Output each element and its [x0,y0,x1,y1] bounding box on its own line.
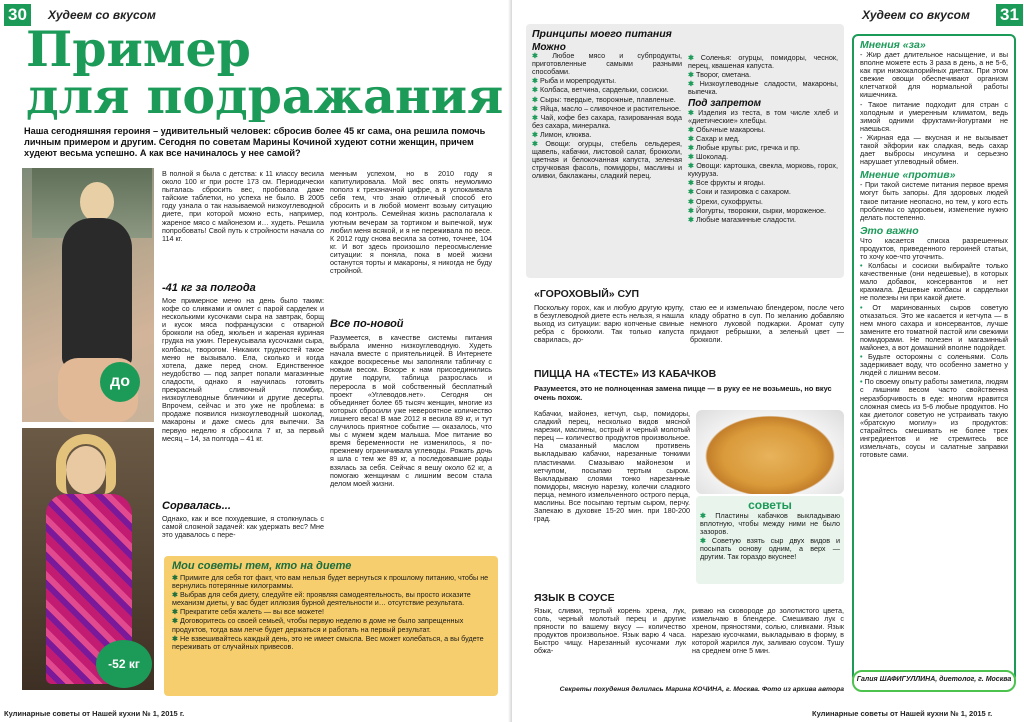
pizza-photo [696,410,844,494]
col1-heading-1: -41 кг за полгода [162,282,256,294]
can-title: Можно [532,42,566,53]
credits: Секреты похудения делилась Марина КОЧИНА, г. Москва. Фото из архива автора [559,686,844,693]
can-item: ✱ Творог, сметана. [688,70,752,80]
banned-item: ✱ Все фрукты и ягоды. [688,178,766,188]
principles-panel [526,24,844,278]
pro-item: - Жирная еда — вкусная и не вызывает такой эйфории как сладкая, ведь сахар дает выбросы инсулина и серьезно нарушает углеводный обмен. [860,132,1009,167]
banned-item: ✱ Йогурты, творожки, сырки, мороженое. [688,205,827,215]
tip-item: ✱ Примите для себя тот факт, что вам нельзя будет вернуться к прошлому питанию, чтобы не вернулись потерянные килограммы. [172,573,489,591]
section-title: Худеем со вкусом [48,8,156,22]
important-intro: Что касается списка разрешенных продуктов, приведенного героиней статьи, то хочу кое-что уточнить. [860,235,1008,261]
col1-text-2: Однако, как и все похудевшие, я столкнулась с самой сложной задачей: как удержать вес? Мне это удавалось с пере- [162,515,324,540]
important-title: Это важно [860,224,919,237]
before-badge: до [100,362,140,402]
page-footer: Кулинарные советы от Нашей кухни № 1, 2015 г. [4,709,185,718]
important-item: • По своему опыту работы заметила, людям с лишним весом часто свойственна неразборчивость в еде: многим нравится сложная смесь из 5-6 любые продуктов. Но как диетолог советую не устраивать такую «братскую могилу» из продуктов: старайтесь смешивать не более трех ингредиентов и не стремитесь все измельчать, соусы и салатные заправки готовьте сами. [860,377,1009,460]
can-item: ✱ Рыба и морепродукты. [532,76,617,86]
banned-item: ✱ Любые крупы: рис, гречка и пр. [688,142,801,152]
expert-signature: Галия ШАФИГУЛЛИНА, диетолог, г. Москва [852,670,1016,692]
banned-item: ✱ Изделия из теста, в том числе хлеб и «диетические» хлебцы. [688,107,838,125]
can-item: ✱ Соленья: огурцы, помидоры, чеснок, перец, квашеная капуста. [688,53,838,71]
can-item: ✱ Чай, кофе без сахара, газированная вода без сахара, минералка. [532,112,682,130]
article-title [26,26,506,122]
pizza-text: Кабачки, майонез, кетчуп, сыр, помидоры, сладкий перец, несколько видов мясной нарезки, маслины, острый и черный молотый перец — количество продуктов произвольное. На смазанный маслом противень выкладываю кабачки, нарезанные тонкими пластинами. Смазываю майонезом и кетчупом, посыпаю тертым сыром. Выкладываю слоями тонко нарезанные помидоры, мясную нарезку, колечки сладкого перца, немного измельченного острого перца, маслины. Все посыпаю тертым сыром, перчу. Запекаю в духовке 15-20 мин. при 180-200 град. [534,410,690,524]
page-number: 31 [996,4,1023,26]
pizza-subtitle: Разумеется, это не полноценная замена пицце — в руку ее не возьмешь, но вкус очень похож. [534,384,832,402]
banned-item: ✱ Шоколад. [688,152,729,162]
advice-box [696,496,844,584]
soup-text-2: стаю ее и измельчаю блендером, после чего кладу обратно в суп. По желанию добавляю немного луковой поджарки. Аромат супу придают ребрышки, а зеленый цвет — брокколи. [690,304,844,345]
important-item: • Колбасы и сосиски выбирайте только качественные (они недешевые), в которых мало добавок, консервантов и нет крахмала. Дешевые колбасы и сардельки не полезны ни при какой диете. [860,261,1008,303]
pizza-title: ПИЦЦА НА «ТЕСТЕ» ИЗ КАБАЧКОВ [534,368,717,380]
important-item: • Будьте осторожны с соленьями. Соль задерживает воду, что особенно заметно у людей с лишним весом. [860,352,1009,378]
banned-title: Под запретом [688,98,761,110]
can-item: ✱ Сыры: твердые, творожные, плавленые. [532,94,676,104]
tip-item: ✱ Прекратите себя жалеть — вы все можете! [172,607,324,617]
pro-item: - Жир дает длительное насыщение, и вы вполне можете есть 3 раза в день, а не 5-6, как при низкокалорийных диетах. При этом свежие овощи обеспечивают организм клетчаткой для нормальной работы кишечника. [860,50,1009,100]
tongue-text-1: Язык, сливки, тертый корень хрена, лук, соль, черный молотый перец и другие пряности по вашему вкусу — количество продуктов произвольное. Язык варю 4 часа. Быстро чищу. Нарезанный кусочками лук обжа- [534,607,686,656]
banned-item: ✱ Соки и газировка с сахаром. [688,187,791,197]
can-item: ✱ Лимон, клюква. [532,129,592,139]
tip-item: ✱ Договоритесь со своей семьей, чтобы первую неделю в доме не было запрещенных продуктов, тогда вам легче будет держаться и работать на первый результат. [172,616,464,634]
page-footer: Кулинарные советы от Нашей кухни № 1, 2015 г. [812,709,993,718]
can-item: ✱ Яйца, масло – сливочное и растительное. [532,103,682,113]
tips-title: Мои советы тем, кто на диете [172,560,352,572]
important-item: • От маринованных сыров советую отказаться. Это же касается и кетчупа — в нем много сахара и консервантов, лучше замените его томатной пастой или свежими помидорами. Не полезен и магазинный майонез, а вот домашний вполне подойдет. [860,302,1009,352]
banned-item: ✱ Овощи: картошка, свекла, морковь, горох, кукуруза. [688,161,838,179]
con-text: - При такой системе питания первое время могут быть запоры. Для здоровых людей такое питание неопасно, но тем, у кого есть проблемы со здоровьем, изменение нужно делать постепенно. [860,180,1009,222]
right-page [512,0,1024,722]
tips-box [164,556,498,696]
lead-text: Наша сегодняшняя героиня – удивительный человек: сбросив более 45 кг сама, она решила помочь личным примером и другим. Сегодня по советам Марины Кочиной худеют сотни женщин, причем худеют весьма успешно. А как все начиналось у нее самой? [24,126,486,158]
can-item: ✱ Овощи: огурцы, стебель сельдерея, щавель, кабачки, листовой салат, брокколи, цветная и белокочанная капуста, зеленая стручковая фасоль, помидоры, маслины и оливки, баклажаны, сладкий перец. [532,139,682,181]
principles-title: Принципы моего питания [532,28,672,40]
banned-item: ✱ Сахар и мед. [688,133,740,143]
col1-intro: В полной я была с детства: к 11 классу весила около 100 кг при росте 173 см. Периодически пыталась сбросить вес, пробовала даже тайские таблетки, но успеха не было. В 2005 году узнала о так называемой низкоуглеводной диете, при которой можно есть, например, жареное мясо с майонезом и… худеть. Решила попробовать! Свой путь к стройности начала со 114 кг. [162,170,324,243]
after-badge: -52 кг [96,640,152,688]
tongue-title: ЯЗЫК В СОУСЕ [534,592,615,604]
banned-item: ✱ Обычные макароны. [688,124,766,134]
tip-item: ✱ Выбрав для себя диету, следуйте ей: проявляя самодеятельность, вы просто исказите механизм диеты, у вас будет иллюзия бурной деятельности и… отсутствие результата. [172,590,471,608]
con-title: Мнение «против» [860,169,956,182]
can-item: ✱ Колбаса, ветчина, сардельки, сосиски. [532,85,669,95]
advice-title: советы [748,498,792,512]
col1-text-1: Мое примерное меню на день было таким: кофе со сливками и омлет с парой сарделек и несколькими кусочками сыра на завтрак, борщ и кусок мяса пофранцузски с отварной брокколи на обед, жюльен и жареная куриная грудка на ужин. Перекусывала кусочками сыра, колбасы, творогом. Никаких трудностей такое меню не вызывало. Ела, сколько и когда хотела, даже перед сном. Единственное неудобство — под запрет попали магазинные сладости, однако я научилась готовить прекрасный сливочный пломбир, низкоуглеводные блинчики и другие десерты. Впрочем, сейчас и это уже не проблема: в продаже появился низкоуглеводный шоколад, макароны и даже смесь для выпечки. За первую неделю я сбросила 7 кг, за первый месяц – 14, за полгода – 41 кг. [162,297,324,443]
tongue-text-2: риваю на сковороде до золотистого цвета, измельчаю в блендере. Смешиваю лук с хреном, пряностями, солью, сливками. Язык нарезаю кусочками, выкладываю в форму, в которой жарился лук, заливаю соусом. Тушу на среднем огне 5 мин. [692,607,844,656]
advice-item: ✱ Пластины кабачков выкладываю вплотную, чтобы между ними не было зазоров. [700,511,840,537]
pro-item: - Такое питание подходит для стран с холодным и умеренным климатом, ведь зимой одними фруктами-йогуртами не наешься. [860,99,1008,133]
article-title-line1: Пример [26,26,251,78]
soup-text-1: Поскольку горох, как и любую другую крупу, в безуглеводной диете есть нельзя, я нашла выход из ситуации: варю копченые свиные ребра с брокколи. Так только капуста сварилась, до- [534,304,684,345]
soup-title: «ГОРОХОВЫЙ» СУП [534,288,640,300]
article-title-line2: для подражания [26,67,504,122]
advice-item: ✱ Советую взять сыр двух видов и посыпать основу одним, а верх — другим. Так гораздо вкуснее! [700,536,840,562]
tip-item: ✱ Не взвешивайтесь каждый день, это не имеет смысла. Вес может колебаться, а вы будете переживать от случайных привесов. [172,633,484,651]
col1-heading-2: Сорвалась... [162,500,231,512]
col2-text-2: Разумеется, в качестве системы питания выбрала именно низкоуглеводную. Худеть начала вместе с приятельницей. В Интернете каждое воскресенье мы заполняли табличку с новым весом. Вскоре к нам присоединились другие подруги, таблица разрослась и переросла в мой собственный бесплатный проект «Углеводов.нет». Сегодня он объединяет более 65 тысяч женщин, многие из которых сбросили уже невероятное количество лишнего веса! В мае 2012 я весила 89 кг, и тут случилось приятное событие — оказалось, что мы с мужем ждем малыша. Мое питание во время беременности не изменилось, я по-прежнему ограничивала углеводы. Рожать дочь я шла с тем же 89 кг, а последовавшие роды взялась за себя. Сейчас я вешу около 62 кг, а помогаю женщинам с лишним весом стала делом моей жизни. [330,334,492,488]
can-item: ✱ Низкоуглеводные сладости, макароны, выпечка. [688,79,838,97]
col2-text-1: менным успехом, но в 2010 году я капитулировала. Мой вес опять неумолимо пополз к трехзначной цифре, а я успокаивала себя тем, что знаю отличный способ его сбросить и в любой момент возьму ситуацию под контроль. Семейная жизнь располагала к уютным вечерам за тортиком и выпечкой, муж любил меня всякой, и я не переживала по весе. К 2012 году снова весила за сотню, точнее, 104 кг. И вот здесь произошло переосмысление ситуации: я поняла, пока в моей жизни останутся торты и макароны, я никогда не буду стройной. [330,170,492,276]
expert-sidebar [852,34,1016,682]
banned-item: ✱ Орехи, сухофрукты. [688,196,763,206]
pro-title: Мнения «за» [860,39,926,51]
section-title: Худеем со вкусом [862,8,970,22]
can-item: ✱ Любое мясо и субпродукты, приготовленные самыми разными способами. [532,51,682,77]
banned-item: ✱ Любые магазинные сладости. [688,214,797,224]
col2-heading: Все по-новой [330,318,404,330]
page-number: 30 [4,4,31,26]
